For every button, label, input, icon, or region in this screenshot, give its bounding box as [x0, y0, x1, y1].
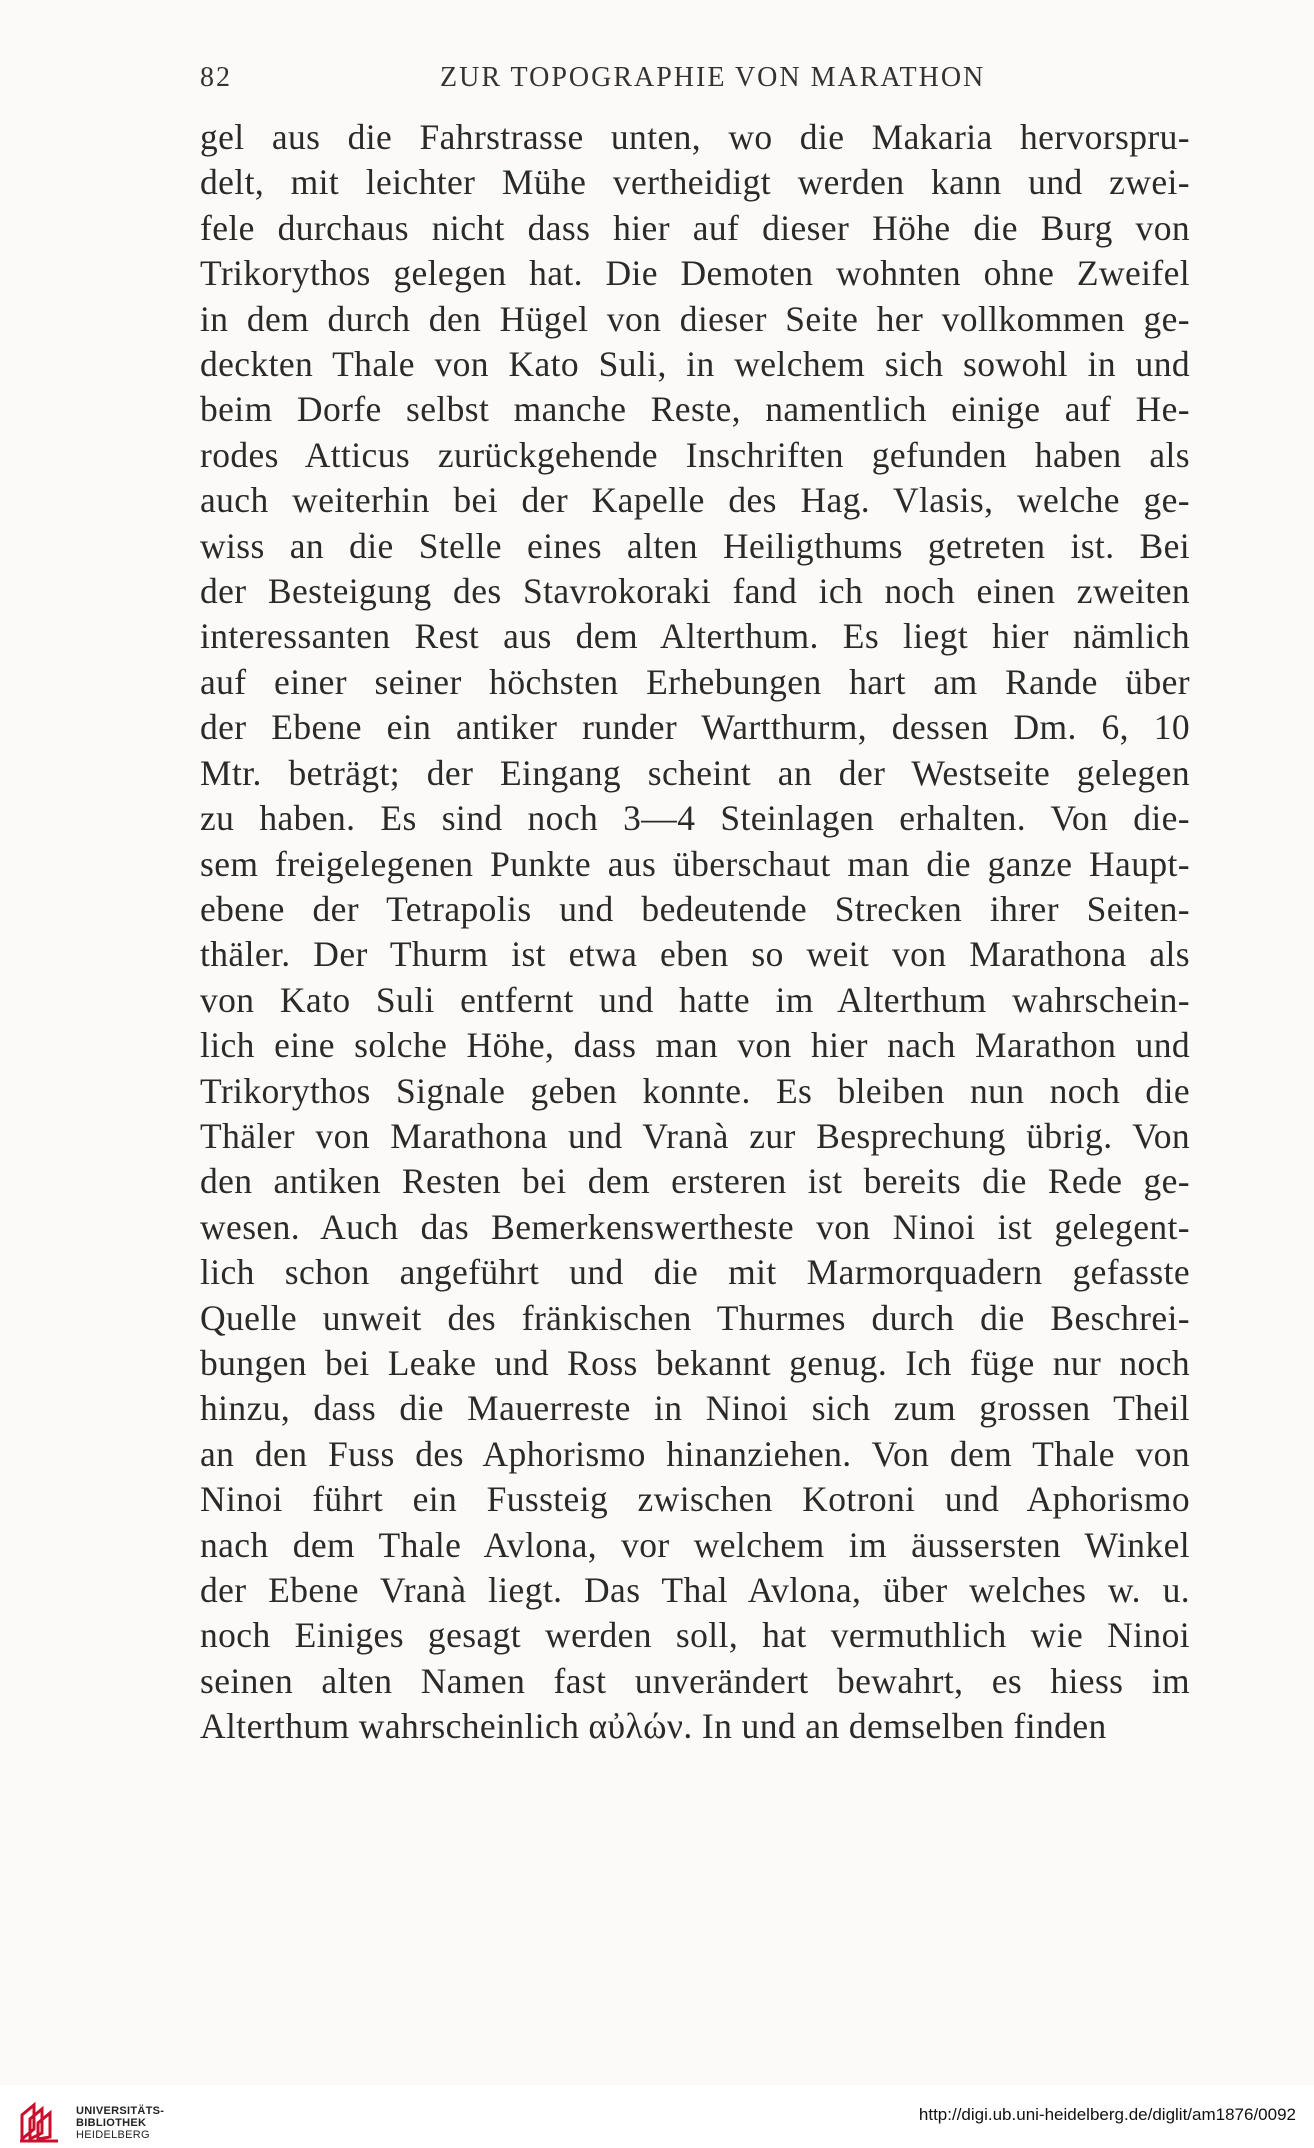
text-line: Mtr. beträgt; der Eingang scheint an der Westseite gelegen — [200, 752, 1190, 793]
library-logo-text — [76, 2105, 164, 2141]
library-logo-icon — [18, 2101, 62, 2143]
text-line: zu haben. Es sind noch 3—4 Steinlagen erhalten. Von die- — [200, 798, 1190, 839]
text-line: der Ebene ein antiker runder Wartthurm, dessen Dm. 6, 10 — [200, 707, 1190, 748]
body-text — [200, 115, 1190, 1750]
text-line: thäler. Der Thurm ist etwa eben so weit von Marathona als — [200, 934, 1190, 975]
text-line: bungen bei Leake und Ross bekannt genug. Ich füge nur noch — [200, 1342, 1190, 1383]
text-line: Trikorythos Signale geben konnte. Es bleiben nun noch die — [200, 1070, 1190, 1111]
text-line: der Besteigung des Stavrokoraki fand ich noch einen zweiten — [200, 571, 1190, 612]
logo-line-2: BIBLIOTHEK — [76, 2117, 147, 2129]
text-line: Quelle unweit des fränkischen Thurmes durch die Beschrei- — [200, 1297, 1190, 1338]
text-line: hinzu, dass die Mauerreste in Ninoi sich zum grossen Theil — [200, 1388, 1190, 1429]
text-line: in dem durch den Hügel von dieser Seite her vollkommen ge- — [200, 298, 1190, 339]
logo-line-3: HEIDELBERG — [76, 2129, 150, 2141]
text-line: von Kato Suli entfernt und hatte im Alterthum wahrschein- — [200, 979, 1190, 1020]
text-line: Thäler von Marathona und Vranà zur Besprechung übrig. Von — [200, 1115, 1190, 1156]
text-line: Ninoi führt ein Fussteig zwischen Kotroni und Aphorismo — [200, 1479, 1190, 1520]
running-title: ZUR TOPOGRAPHIE VON MARATHON — [440, 62, 986, 93]
text-line: der Ebene Vranà liegt. Das Thal Avlona, über welches w. u. — [200, 1570, 1190, 1610]
text-line: ebene der Tetrapolis und bedeutende Strecken ihrer Seiten- — [200, 888, 1190, 929]
text-line: lich schon angeführt und die mit Marmorquadern gefasste — [200, 1252, 1190, 1293]
text-line: fele durchaus nicht dass hier auf dieser Höhe die Burg von — [200, 207, 1190, 248]
text-line: an den Fuss des Aphorismo hinanziehen. Von dem Thale von — [200, 1433, 1190, 1474]
text-line: auch weiterhin bei der Kapelle des Hag. Vlasis, welche ge- — [200, 480, 1190, 521]
running-head — [200, 62, 1190, 102]
text-line: lich eine solche Höhe, dass man von hier nach Marathon und — [200, 1025, 1190, 1066]
text-line: Trikorythos gelegen hat. Die Demoten wohnten ohne Zweifel — [200, 253, 1190, 294]
text-line: wesen. Auch das Bemerkenswertheste von Ninoi ist gelegent- — [200, 1206, 1190, 1247]
text-line: beim Dorfe selbst manche Reste, namentlich einige auf He- — [200, 389, 1190, 430]
text-line: interessanten Rest aus dem Alterthum. Es liegt hier nämlich — [200, 616, 1190, 657]
text-line: nach dem Thale Avlona, vor welchem im äussersten Winkel — [200, 1524, 1190, 1565]
text-line: deckten Thale von Kato Suli, in welchem sich sowohl in und — [200, 344, 1190, 385]
footer-bar — [0, 2085, 1314, 2148]
permalink-url[interactable]: http://digi.ub.uni-heidelberg.de/diglit/am1876/0092 — [918, 2105, 1296, 2124]
text-line: gel aus die Fahrstrasse unten, wo die Makaria hervorspru- — [200, 117, 1190, 157]
text-line: Alterthum wahrscheinlich αὐλών. In und an demselben finden — [200, 1706, 1107, 1747]
page-number: 82 — [200, 62, 232, 93]
logo-line-1: UNIVERSITÄTS- — [76, 2105, 165, 2117]
text-line: seinen alten Namen fast unverändert bewahrt, es hiess im — [200, 1660, 1190, 1701]
text-line: wiss an die Stelle eines alten Heiligthums getreten ist. Bei — [200, 525, 1190, 566]
text-line: den antiken Resten bei dem ersteren ist bereits die Rede ge- — [200, 1161, 1190, 1202]
text-line: noch Einiges gesagt werden soll, hat vermuthlich wie Ninoi — [200, 1615, 1190, 1656]
text-line: sem freigelegenen Punkte aus überschaut man die ganze Haupt- — [200, 843, 1190, 884]
text-line: auf einer seiner höchsten Erhebungen hart am Rande über — [200, 661, 1190, 702]
text-line: delt, mit leichter Mühe vertheidigt werden kann und zwei- — [200, 162, 1190, 203]
text-line: rodes Atticus zurückgehende Inschriften gefunden haben als — [200, 434, 1190, 475]
